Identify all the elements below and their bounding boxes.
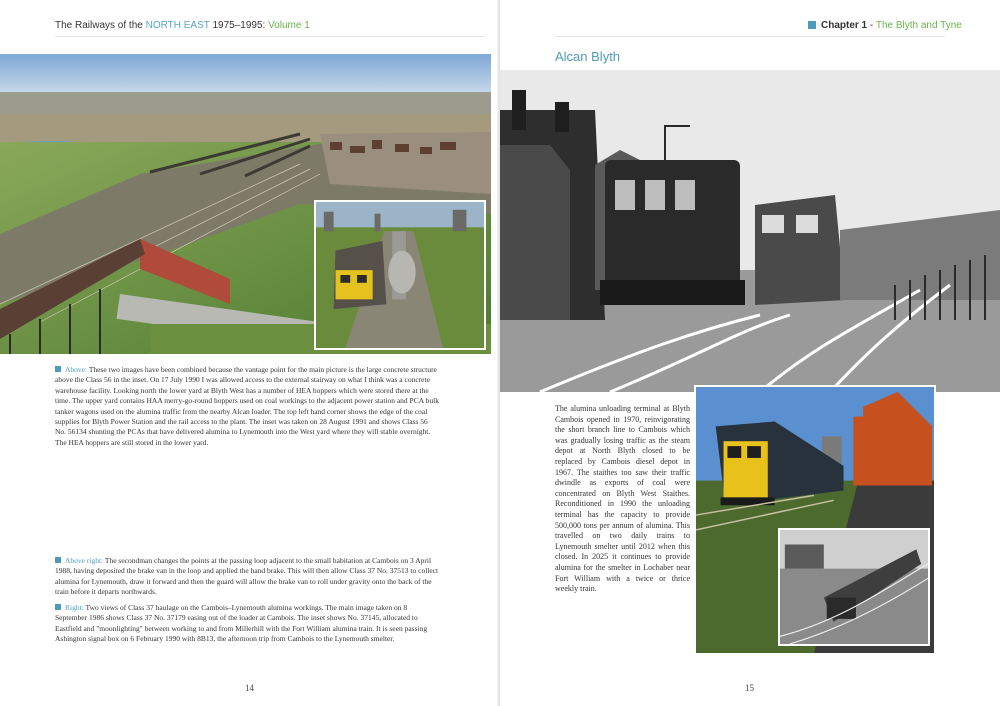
section-title: Alcan Blyth: [555, 49, 621, 64]
running-header-left: [55, 20, 310, 31]
caption-above-right-lead: Above right:: [65, 556, 104, 565]
class-56-inset-photo: [314, 200, 486, 350]
caption-above-right: [55, 556, 440, 598]
caption-right-lead: Right:: [65, 603, 84, 612]
chapter-marker: [808, 21, 816, 29]
caption-above: [55, 365, 440, 448]
bw-cambois-photo: [500, 70, 1000, 392]
header-volume: Volume 1: [268, 20, 310, 31]
caption-above-right-text: The secondman changes the points at the passing loop adjacent to the small habitation at Cambois on 3 April 1988, having deposited the brake van in the loop and applied the hand brake. This will then allow Class 37 No. 37513 to collect alumina for Lynemouth, draw it forward and then the guard will allow the brake van to roll under gravity onto the back of the train before it departs northwards.: [55, 556, 439, 597]
caption-right: [55, 603, 440, 645]
right-page: [500, 0, 1000, 706]
header-rule: [555, 36, 945, 37]
caption-bullet: [55, 366, 61, 372]
page-number-left: 14: [245, 683, 254, 693]
caption-above-text: These two images have been combined because the vantage point for the main picture is the large concrete structure above the Class 56 in the inset. On 17 July 1990 I was allowed access to the external stairway on what I think was a concrete warehouse facility. Looking north the lower yard at Blyth West has a number of HEA hoppers which were stored there at the time. The upper yard contains HAA merry-go-round hoppers used on coal workings to the adjacent power station and PCA bulk tanker wagons used on the alumina traffic from the nearby Alcan loader. The top left hand corner shows the edge of the coal supplies for Blyth Power Station and the rail access to the plant. The inset was taken on 28 August 1991 and shows Class 56 No. 56134 shunting the PCAs that have delivered alumina to Lynemouth into the West yard where they will stable overnight. The HEA hoppers are still stored in the lower yard.: [55, 365, 439, 447]
caption-bullet: [55, 604, 61, 610]
caption-right-text: Two views of Class 37 haulage on the Cambois–Lynemouth alumina workings. The main image taken on 8 September 1986 shows Class 37 No. 37179 easing out of the loader at Cambois. The inset shows No. 37145, allocated to Eastfield and "moonlighting" between working to and from Millerhill with the Fort William alumina train. It is seen passing Ashington signal box on 6 February 1990 with 8B13, the afternoon trip from Cambois to the Lynemouth smelter.: [55, 603, 428, 644]
header-years: 1975–1995:: [209, 20, 269, 31]
header-prefix: The Railways of the: [55, 20, 146, 31]
caption-bullet: [55, 557, 61, 563]
page-number-right: 15: [745, 683, 754, 693]
header-chapter: Chapter 1: [821, 20, 868, 31]
ashington-inset-photo: [778, 528, 930, 646]
header-chapter-title: The Blyth and Tyne: [875, 20, 962, 31]
caption-above-lead: Above:: [65, 365, 88, 374]
header-highlight: NORTH EAST: [145, 20, 210, 31]
header-rule: [55, 36, 485, 37]
header-separator: -: [867, 20, 876, 31]
running-header-right: [808, 20, 962, 31]
body-text: The alumina unloading terminal at Blyth Cambois opened in 1970, reinvigorating the short branch line to Cambois which was gradually losing traffic as the steam depot at North Blyth closed to be replaced by Cambois diesel depot in 1967. The staithes too saw their traffic dwindle as exports of coal were concentrated on Blyth West Staithes. Reconditioned in 1990 the unloading terminal has the capacity to provide 500,000 tons per annum of alumina. This travelled on two daily trains to Lynemouth smelter until 2012 when this closed. In 2025 it continues to provide alumina for the smelter in Lochaber near Fort William with a twice or thrice weekly train.: [555, 404, 690, 594]
